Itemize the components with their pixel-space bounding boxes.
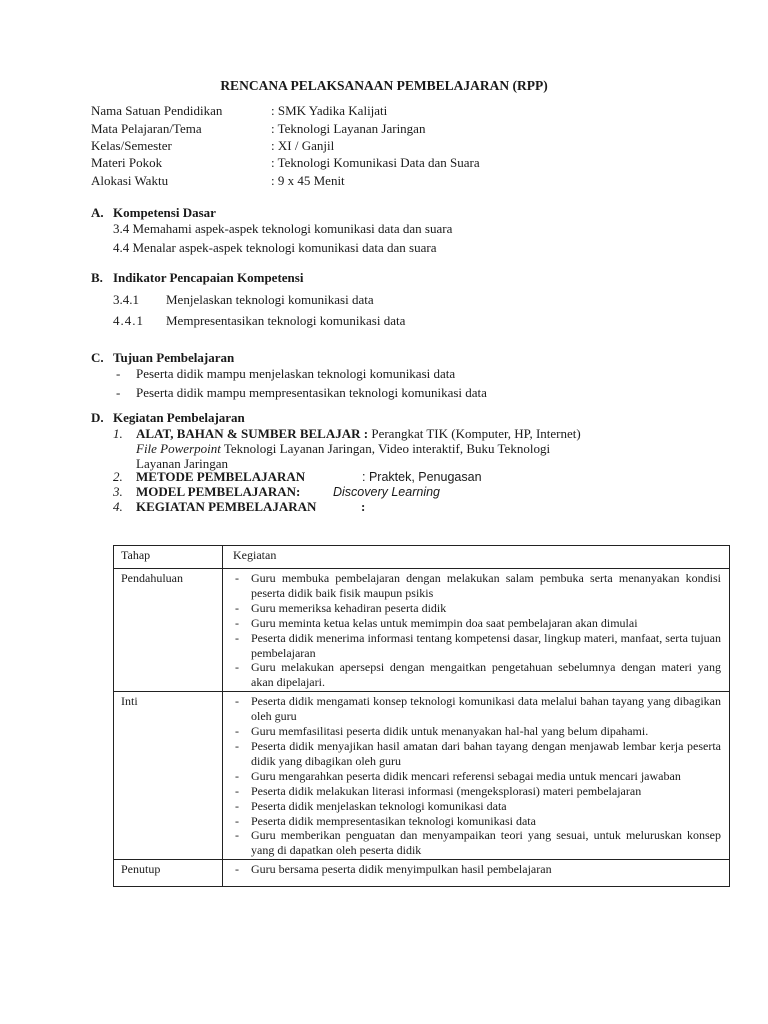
activity-italic-text: File Powerpoint — [136, 441, 221, 456]
activity-number: 3. — [113, 484, 123, 499]
list-item: - Guru memberikan penguatan dan menyampaikan teori yang sesuai, untuk meluruskan konsep yang di dapatkan oleh peserta didik — [235, 828, 721, 858]
indicator-number: 4.4.1 — [113, 313, 144, 328]
section-heading: Kegiatan Pembelajaran — [113, 410, 245, 425]
activity-label: METODE PEMBELAJARAN — [136, 469, 306, 484]
activity-label: MODEL PEMBELAJARAN: — [136, 484, 301, 499]
activity-number: 1. — [113, 426, 123, 441]
table-header-stage: Tahap — [114, 546, 223, 569]
activity-colon: : — [361, 499, 366, 514]
list-item: - Guru membuka pembelajaran dengan melakukan salam pembuka serta menanyakan kondisi peserta didik baik fisik maupun psikis — [235, 571, 721, 600]
identity-label: Kelas/Semester — [91, 138, 172, 153]
document-title: RENCANA PELAKSANAAN PEMBELAJARAN (RPP) — [220, 78, 548, 93]
list-item: - Peserta didik menjelaskan teknologi komunikasi data — [235, 798, 507, 813]
list-item: - Peserta didik mempresentasikan teknologi komunikasi data — [235, 813, 536, 828]
activity-cell — [223, 860, 730, 887]
identity-value: : Teknologi Komunikasi Data dan Suara — [271, 155, 480, 170]
list-item: - Guru meminta ketua kelas untuk memimpin doa saat pembelajaran akan dimulai — [235, 615, 638, 630]
identity-value: : 9 x 45 Menit — [271, 173, 345, 188]
activity-label: KEGIATAN PEMBELAJARAN — [136, 499, 317, 514]
table-header-row — [114, 546, 730, 569]
competency-item: 4.4 Menalar aspek-aspek teknologi komunikasi data dan suara — [113, 240, 437, 255]
stage-cell: Pendahuluan — [114, 569, 223, 692]
activities-table — [113, 545, 730, 887]
activity-number: 4. — [113, 499, 123, 514]
objective-dash: - — [116, 366, 121, 381]
objective-item: Peserta didik mampu menjelaskan teknologi komunikasi data — [136, 366, 456, 381]
activity-number: 2. — [113, 469, 123, 484]
identity-value: : Teknologi Layanan Jaringan — [271, 121, 426, 136]
activity-value: Perangkat TIK (Komputer, HP, Internet) — [371, 426, 581, 441]
list-item: - Guru mengarahkan peserta didik mencari referensi sebagai media untuk mencari jawaban — [235, 768, 681, 783]
identity-value: : SMK Yadika Kalijati — [271, 103, 388, 118]
activity-text: Teknologi Layanan Jaringan, Video interaktif, Buku Teknologi — [223, 441, 551, 456]
table-row — [114, 569, 730, 692]
activity-value: : Praktek, Penugasan — [362, 470, 482, 484]
activity-cell — [223, 569, 730, 692]
section-heading: Tujuan Pembelajaran — [113, 350, 235, 365]
list-item: - Guru bersama peserta didik menyimpulkan hasil pembelajaran — [235, 862, 552, 877]
activity-value: Discovery Learning — [333, 485, 440, 499]
stage-cell: Penutup — [114, 860, 223, 887]
table-row — [114, 860, 730, 887]
list-item: - Guru memeriksa kehadiran peserta didik — [235, 600, 447, 615]
list-item: - Guru memfasilitasi peserta didik untuk menanyakan hal-hal yang belum dipahami. — [235, 724, 649, 739]
list-item: - Peserta didik menyajikan hasil amatan dari bahan tayang dengan menjawab lembar kerja peserta didik yang dibagikan oleh guru — [235, 738, 721, 768]
section-heading: Indikator Pencapaian Kompetensi — [113, 270, 304, 285]
activity-line: Layanan Jaringan — [136, 456, 229, 471]
list-item: - Peserta didik menerima informasi tentang kompetensi dasar, lingkup materi, manfaat, serta tujuan pembelajaran — [235, 630, 721, 660]
competency-item: 3.4 Memahami aspek-aspek teknologi komunikasi data dan suara — [113, 221, 453, 236]
identity-value: : XI / Ganjil — [271, 138, 335, 153]
table-header-activity: Kegiatan — [223, 546, 730, 569]
identity-label: Materi Pokok — [91, 155, 163, 170]
section-letter: A. — [91, 205, 104, 220]
activity-label: ALAT, BAHAN & SUMBER BELAJAR : — [136, 426, 369, 441]
objective-item: Peserta didik mampu mempresentasikan teknologi komunikasi data — [136, 385, 487, 400]
section-letter: D. — [91, 410, 104, 425]
list-item: - Guru melakukan apersepsi dengan mengaitkan pengetahuan sebelumnya dengan materi yang akan dipelajari. — [235, 660, 721, 690]
section-letter: C. — [91, 350, 104, 365]
identity-label: Nama Satuan Pendidikan — [91, 103, 223, 118]
identity-label: Mata Pelajaran/Tema — [91, 121, 202, 136]
list-item: - Peserta didik mengamati konsep teknologi komunikasi data melalui bahan tayang yang dibagikan oleh guru — [235, 694, 721, 724]
indicator-text: Mempresentasikan teknologi komunikasi data — [166, 313, 406, 328]
indicator-number: 3.4.1 — [113, 292, 139, 307]
stage-cell: Inti — [114, 692, 223, 860]
activity-line — [136, 426, 581, 442]
table-row — [114, 692, 730, 860]
activity-cell — [223, 692, 730, 860]
identity-label: Alokasi Waktu — [91, 173, 169, 188]
list-item: - Peserta didik melakukan literasi informasi (mengeksplorasi) materi pembelajaran — [235, 783, 642, 798]
objective-dash: - — [116, 385, 121, 400]
activity-line — [136, 441, 550, 457]
indicator-text: Menjelaskan teknologi komunikasi data — [166, 292, 374, 307]
section-heading: Kompetensi Dasar — [113, 205, 216, 220]
section-letter: B. — [91, 270, 103, 285]
